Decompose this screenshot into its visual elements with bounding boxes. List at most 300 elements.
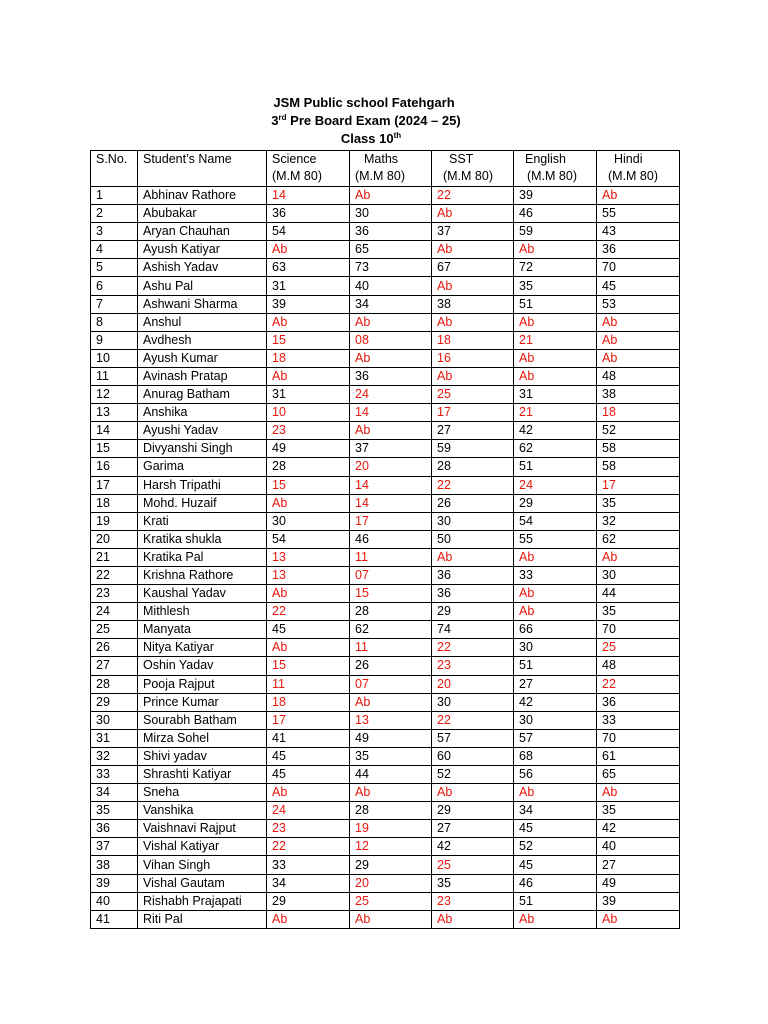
cell-maths: 30 xyxy=(350,205,432,223)
cell-maths: Ab xyxy=(350,910,432,928)
cell-english: Ab xyxy=(514,784,597,802)
col-max-marks: (M.M 80) xyxy=(527,169,577,183)
cell-science: 63 xyxy=(267,259,350,277)
cell-english: 34 xyxy=(514,802,597,820)
cell-student-name: Riti Pal xyxy=(138,910,267,928)
table-row xyxy=(91,386,680,404)
cell-maths: 14 xyxy=(350,476,432,494)
cell-science: 49 xyxy=(267,440,350,458)
cell-student-name: Manyata xyxy=(138,621,267,639)
table-row xyxy=(91,440,680,458)
cell-student-name: Mirza Sohel xyxy=(138,729,267,747)
cell-sno: 12 xyxy=(91,386,138,404)
cell-sno: 11 xyxy=(91,367,138,385)
col-hindi xyxy=(597,151,680,187)
cell-sno: 34 xyxy=(91,784,138,802)
cell-student-name: Mithlesh xyxy=(138,603,267,621)
cell-student-name: Pooja Rajput xyxy=(138,675,267,693)
cell-hindi: 18 xyxy=(597,404,680,422)
cell-science: 54 xyxy=(267,530,350,548)
cell-hindi: 35 xyxy=(597,802,680,820)
cell-sno: 32 xyxy=(91,747,138,765)
cell-science: Ab xyxy=(267,910,350,928)
cell-sst: 23 xyxy=(432,892,514,910)
cell-science: 18 xyxy=(267,349,350,367)
col-maths xyxy=(350,151,432,187)
table-row xyxy=(91,494,680,512)
table-row xyxy=(91,458,680,476)
table-row xyxy=(91,657,680,675)
table-row xyxy=(91,838,680,856)
cell-maths: 24 xyxy=(350,386,432,404)
cell-student-name: Ayush Katiyar xyxy=(138,241,267,259)
table-row xyxy=(91,241,680,259)
cell-sst: 36 xyxy=(432,566,514,584)
cell-hindi: 52 xyxy=(597,422,680,440)
table-row xyxy=(91,874,680,892)
cell-sst: 18 xyxy=(432,331,514,349)
cell-hindi: Ab xyxy=(597,349,680,367)
table-row xyxy=(91,693,680,711)
cell-english: 68 xyxy=(514,747,597,765)
cell-science: 29 xyxy=(267,892,350,910)
cell-sst: 22 xyxy=(432,711,514,729)
cell-science: 23 xyxy=(267,422,350,440)
cell-sno: 20 xyxy=(91,530,138,548)
cell-sno: 5 xyxy=(91,259,138,277)
cell-english: 21 xyxy=(514,331,597,349)
cell-science: 30 xyxy=(267,512,350,530)
table-row xyxy=(91,621,680,639)
cell-student-name: Vihan Singh xyxy=(138,856,267,874)
cell-hindi: 42 xyxy=(597,820,680,838)
cell-hindi: Ab xyxy=(597,331,680,349)
col-science xyxy=(267,151,350,187)
table-row xyxy=(91,675,680,693)
cell-hindi: 61 xyxy=(597,747,680,765)
cell-maths: 14 xyxy=(350,404,432,422)
cell-sno: 8 xyxy=(91,313,138,331)
cell-sno: 16 xyxy=(91,458,138,476)
cell-student-name: Krati xyxy=(138,512,267,530)
cell-student-name: Ashwani Sharma xyxy=(138,295,267,313)
cell-science: 34 xyxy=(267,874,350,892)
cell-science: 31 xyxy=(267,277,350,295)
cell-sst: 74 xyxy=(432,621,514,639)
cell-student-name: Vaishnavi Rajput xyxy=(138,820,267,838)
cell-student-name: Shrashti Katiyar xyxy=(138,766,267,784)
exam-ordinal-suffix: rd xyxy=(278,113,287,122)
cell-science: 45 xyxy=(267,766,350,784)
cell-science: 23 xyxy=(267,820,350,838)
cell-sst: 57 xyxy=(432,729,514,747)
cell-sno: 2 xyxy=(91,205,138,223)
cell-english: 54 xyxy=(514,512,597,530)
table-row xyxy=(91,367,680,385)
cell-sno: 23 xyxy=(91,585,138,603)
table-row xyxy=(91,422,680,440)
cell-english: 46 xyxy=(514,205,597,223)
cell-maths: 34 xyxy=(350,295,432,313)
cell-sno: 14 xyxy=(91,422,138,440)
col-sst xyxy=(432,151,514,187)
col-label: S.No. xyxy=(96,152,128,166)
cell-sst: 60 xyxy=(432,747,514,765)
cell-hindi: 49 xyxy=(597,874,680,892)
cell-hindi: 43 xyxy=(597,223,680,241)
col-label: Maths xyxy=(364,152,399,166)
cell-student-name: Harsh Tripathi xyxy=(138,476,267,494)
cell-maths: 36 xyxy=(350,223,432,241)
cell-science: 31 xyxy=(267,386,350,404)
cell-sst: 22 xyxy=(432,476,514,494)
cell-science: 54 xyxy=(267,223,350,241)
cell-sst: 26 xyxy=(432,494,514,512)
cell-english: 45 xyxy=(514,820,597,838)
cell-sno: 4 xyxy=(91,241,138,259)
table-row xyxy=(91,313,680,331)
cell-student-name: Anurag Batham xyxy=(138,386,267,404)
cell-hindi: 48 xyxy=(597,657,680,675)
cell-english: 42 xyxy=(514,422,597,440)
cell-sst: 28 xyxy=(432,458,514,476)
col-label: English xyxy=(525,152,566,166)
cell-maths: 14 xyxy=(350,494,432,512)
cell-english: Ab xyxy=(514,548,597,566)
cell-student-name: Sourabh Batham xyxy=(138,711,267,729)
cell-student-name: Aryan Chauhan xyxy=(138,223,267,241)
cell-hindi: 58 xyxy=(597,458,680,476)
table-row xyxy=(91,223,680,241)
cell-sst: 22 xyxy=(432,187,514,205)
cell-sst: Ab xyxy=(432,910,514,928)
table-row xyxy=(91,187,680,205)
cell-sno: 10 xyxy=(91,349,138,367)
cell-hindi: Ab xyxy=(597,187,680,205)
cell-sst: 59 xyxy=(432,440,514,458)
cell-maths: 28 xyxy=(350,603,432,621)
cell-english: 62 xyxy=(514,440,597,458)
cell-sst: 20 xyxy=(432,675,514,693)
cell-sno: 15 xyxy=(91,440,138,458)
cell-sno: 30 xyxy=(91,711,138,729)
cell-sst: Ab xyxy=(432,241,514,259)
cell-sst: 38 xyxy=(432,295,514,313)
table-row xyxy=(91,512,680,530)
cell-hindi: 40 xyxy=(597,838,680,856)
cell-hindi: 30 xyxy=(597,566,680,584)
cell-sst: 27 xyxy=(432,820,514,838)
cell-maths: Ab xyxy=(350,187,432,205)
cell-maths: 40 xyxy=(350,277,432,295)
cell-hindi: 65 xyxy=(597,766,680,784)
cell-hindi: 53 xyxy=(597,295,680,313)
cell-sst: 25 xyxy=(432,856,514,874)
exam-ordinal: 3 xyxy=(271,113,279,128)
cell-sst: 29 xyxy=(432,802,514,820)
cell-english: 27 xyxy=(514,675,597,693)
cell-student-name: Vanshika xyxy=(138,802,267,820)
cell-hindi: 22 xyxy=(597,675,680,693)
table-row xyxy=(91,784,680,802)
cell-sst: 52 xyxy=(432,766,514,784)
cell-english: 45 xyxy=(514,856,597,874)
cell-english: 51 xyxy=(514,892,597,910)
cell-hindi: 17 xyxy=(597,476,680,494)
col-label: Hindi xyxy=(614,152,643,166)
cell-student-name: Oshin Yadav xyxy=(138,657,267,675)
cell-english: Ab xyxy=(514,585,597,603)
cell-student-name: Mohd. Huzaif xyxy=(138,494,267,512)
cell-student-name: Nitya Katiyar xyxy=(138,639,267,657)
cell-hindi: 58 xyxy=(597,440,680,458)
cell-hindi: Ab xyxy=(597,313,680,331)
cell-sno: 24 xyxy=(91,603,138,621)
cell-sst: 25 xyxy=(432,386,514,404)
col-label: Student’s Name xyxy=(143,152,232,166)
school-name: JSM Public school Fatehgarh xyxy=(273,95,455,110)
cell-maths: 36 xyxy=(350,367,432,385)
cell-sst: 29 xyxy=(432,603,514,621)
cell-science: 22 xyxy=(267,603,350,621)
cell-sno: 21 xyxy=(91,548,138,566)
cell-science: Ab xyxy=(267,367,350,385)
table-row xyxy=(91,295,680,313)
cell-english: 51 xyxy=(514,657,597,675)
cell-sst: Ab xyxy=(432,548,514,566)
cell-sno: 17 xyxy=(91,476,138,494)
cell-sst: Ab xyxy=(432,277,514,295)
cell-sno: 39 xyxy=(91,874,138,892)
table-row xyxy=(91,910,680,928)
cell-science: 11 xyxy=(267,675,350,693)
cell-sst: 36 xyxy=(432,585,514,603)
cell-english: 30 xyxy=(514,639,597,657)
cell-sst: Ab xyxy=(432,367,514,385)
cell-science: 45 xyxy=(267,621,350,639)
cell-science: 15 xyxy=(267,657,350,675)
cell-english: 29 xyxy=(514,494,597,512)
cell-maths: 49 xyxy=(350,729,432,747)
table-row xyxy=(91,892,680,910)
cell-sst: 30 xyxy=(432,512,514,530)
class-title-suffix: th xyxy=(393,131,402,140)
cell-sst: Ab xyxy=(432,784,514,802)
table-row xyxy=(91,603,680,621)
cell-hindi: 45 xyxy=(597,277,680,295)
cell-hindi: Ab xyxy=(597,784,680,802)
table-row xyxy=(91,729,680,747)
table-row xyxy=(91,205,680,223)
cell-student-name: Vishal Katiyar xyxy=(138,838,267,856)
table-row xyxy=(91,802,680,820)
exam-title xyxy=(0,112,750,130)
cell-science: Ab xyxy=(267,784,350,802)
cell-english: 51 xyxy=(514,458,597,476)
table-row xyxy=(91,711,680,729)
col-english xyxy=(514,151,597,187)
cell-english: 59 xyxy=(514,223,597,241)
cell-hindi: 27 xyxy=(597,856,680,874)
cell-maths: 07 xyxy=(350,675,432,693)
cell-english: 72 xyxy=(514,259,597,277)
cell-maths: 19 xyxy=(350,820,432,838)
cell-maths: 29 xyxy=(350,856,432,874)
cell-student-name: Avdhesh xyxy=(138,331,267,349)
cell-science: 28 xyxy=(267,458,350,476)
cell-student-name: Kaushal Yadav xyxy=(138,585,267,603)
cell-english: Ab xyxy=(514,367,597,385)
cell-science: 17 xyxy=(267,711,350,729)
cell-sno: 9 xyxy=(91,331,138,349)
header-row xyxy=(91,151,680,187)
col-name xyxy=(138,151,267,187)
cell-maths: Ab xyxy=(350,784,432,802)
class-title-text: Class 10 xyxy=(340,131,394,146)
results-table xyxy=(90,150,680,929)
cell-science: 36 xyxy=(267,205,350,223)
cell-student-name: Rishabh Prajapati xyxy=(138,892,267,910)
cell-sno: 28 xyxy=(91,675,138,693)
cell-student-name: Krishna Rathore xyxy=(138,566,267,584)
table-row xyxy=(91,277,680,295)
cell-english: Ab xyxy=(514,241,597,259)
cell-maths: 08 xyxy=(350,331,432,349)
cell-english: 30 xyxy=(514,711,597,729)
cell-hindi: 36 xyxy=(597,693,680,711)
cell-english: 31 xyxy=(514,386,597,404)
cell-maths: 37 xyxy=(350,440,432,458)
cell-sno: 19 xyxy=(91,512,138,530)
cell-hindi: 25 xyxy=(597,639,680,657)
cell-english: 21 xyxy=(514,404,597,422)
cell-english: 46 xyxy=(514,874,597,892)
cell-sst: 42 xyxy=(432,838,514,856)
col-max-marks: (M.M 80) xyxy=(355,169,405,183)
cell-english: 66 xyxy=(514,621,597,639)
col-max-marks: (M.M 80) xyxy=(608,169,658,183)
cell-student-name: Kratika shukla xyxy=(138,530,267,548)
cell-sno: 26 xyxy=(91,639,138,657)
cell-student-name: Ayushi Yadav xyxy=(138,422,267,440)
cell-english: 55 xyxy=(514,530,597,548)
cell-science: 10 xyxy=(267,404,350,422)
cell-english: Ab xyxy=(514,349,597,367)
table-row xyxy=(91,548,680,566)
cell-student-name: Prince Kumar xyxy=(138,693,267,711)
cell-sno: 40 xyxy=(91,892,138,910)
table-row xyxy=(91,331,680,349)
cell-science: 15 xyxy=(267,331,350,349)
exam-title-text: Pre Board Exam (2024 – 25) xyxy=(286,113,461,128)
cell-english: 56 xyxy=(514,766,597,784)
cell-sno: 7 xyxy=(91,295,138,313)
cell-maths: Ab xyxy=(350,693,432,711)
cell-student-name: Ashu Pal xyxy=(138,277,267,295)
cell-sno: 37 xyxy=(91,838,138,856)
cell-hindi: 70 xyxy=(597,729,680,747)
cell-sst: Ab xyxy=(432,205,514,223)
cell-science: 41 xyxy=(267,729,350,747)
cell-english: 35 xyxy=(514,277,597,295)
cell-sst: 23 xyxy=(432,657,514,675)
cell-maths: 65 xyxy=(350,241,432,259)
cell-science: 39 xyxy=(267,295,350,313)
cell-maths: 46 xyxy=(350,530,432,548)
col-label: SST xyxy=(449,152,474,166)
cell-maths: 12 xyxy=(350,838,432,856)
cell-sst: 67 xyxy=(432,259,514,277)
cell-student-name: Anshika xyxy=(138,404,267,422)
cell-maths: 73 xyxy=(350,259,432,277)
cell-english: 39 xyxy=(514,187,597,205)
cell-maths: 17 xyxy=(350,512,432,530)
cell-science: Ab xyxy=(267,494,350,512)
table-row xyxy=(91,404,680,422)
cell-hindi: 48 xyxy=(597,367,680,385)
cell-hindi: 62 xyxy=(597,530,680,548)
cell-student-name: Vishal Gautam xyxy=(138,874,267,892)
cell-sno: 1 xyxy=(91,187,138,205)
cell-english: Ab xyxy=(514,603,597,621)
table-row xyxy=(91,585,680,603)
cell-english: 51 xyxy=(514,295,597,313)
cell-science: 14 xyxy=(267,187,350,205)
cell-sno: 29 xyxy=(91,693,138,711)
cell-hindi: Ab xyxy=(597,910,680,928)
cell-sno: 25 xyxy=(91,621,138,639)
cell-hindi: 35 xyxy=(597,603,680,621)
cell-maths: 13 xyxy=(350,711,432,729)
cell-maths: 62 xyxy=(350,621,432,639)
cell-science: Ab xyxy=(267,241,350,259)
cell-english: Ab xyxy=(514,313,597,331)
table-row xyxy=(91,639,680,657)
cell-sno: 27 xyxy=(91,657,138,675)
cell-maths: 25 xyxy=(350,892,432,910)
cell-science: 24 xyxy=(267,802,350,820)
cell-maths: Ab xyxy=(350,422,432,440)
cell-sst: 37 xyxy=(432,223,514,241)
cell-student-name: Kratika Pal xyxy=(138,548,267,566)
cell-science: Ab xyxy=(267,313,350,331)
cell-sst: 35 xyxy=(432,874,514,892)
cell-maths: 15 xyxy=(350,585,432,603)
col-label: Science xyxy=(272,152,317,166)
cell-maths: Ab xyxy=(350,313,432,331)
cell-student-name: Divyanshi Singh xyxy=(138,440,267,458)
cell-student-name: Anshul xyxy=(138,313,267,331)
table-row xyxy=(91,856,680,874)
cell-maths: Ab xyxy=(350,349,432,367)
cell-science: 22 xyxy=(267,838,350,856)
cell-sst: 50 xyxy=(432,530,514,548)
cell-english: 42 xyxy=(514,693,597,711)
cell-science: Ab xyxy=(267,585,350,603)
cell-hindi: 32 xyxy=(597,512,680,530)
class-title xyxy=(0,130,755,148)
table-row xyxy=(91,766,680,784)
table-row xyxy=(91,349,680,367)
cell-sno: 13 xyxy=(91,404,138,422)
cell-hindi: 38 xyxy=(597,386,680,404)
cell-sno: 35 xyxy=(91,802,138,820)
cell-student-name: Avinash Pratap xyxy=(138,367,267,385)
cell-science: 15 xyxy=(267,476,350,494)
cell-sno: 3 xyxy=(91,223,138,241)
cell-maths: 20 xyxy=(350,874,432,892)
cell-sst: 16 xyxy=(432,349,514,367)
